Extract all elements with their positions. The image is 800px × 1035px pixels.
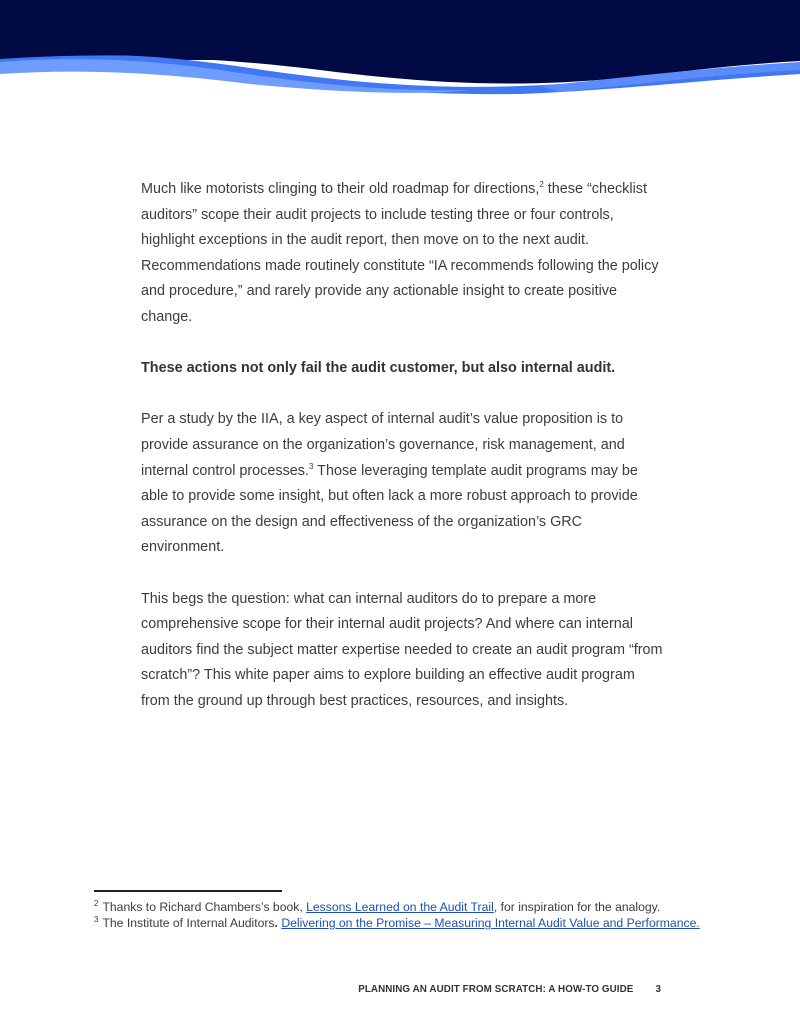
page-footer — [346, 984, 661, 995]
paragraph-4: This begs the question: what can internal auditors do to prepare a more comprehensive scope for their internal audit projects? And where can internal auditors find the subject matter expertise needed to create an audit program “from scratch”? This white paper aims to explore building an effective audit program from the ground up through best practices, resources, and insights. — [141, 590, 663, 709]
footnote-3 — [94, 915, 714, 931]
footnote-3-text: The Institute of Internal Auditors — [102, 916, 275, 931]
paragraph-1-text-a: Much like motorists clinging to their old roadmap for directions, — [141, 181, 540, 197]
footnote-2-text: Thanks to Richard Chambers’s book, — [102, 900, 307, 914]
footer-title: PLANNING AN AUDIT FROM SCRATCH: A HOW-TO GUIDE — [358, 984, 634, 995]
paragraph-1-text-b: these “checklist auditors” scope their audit projects to include testing three or four controls, highlight exceptions in the audit report, then move on to the next audit. Recommendations made routinely constitute “IA recommends following the policy and procedure,” and rarely provide any actionable insight to create positive change. — [141, 181, 659, 325]
page-number: 3 — [655, 984, 661, 995]
footnote-3-link[interactable]: Delivering on the Promise – Measuring Internal Audit Value and Performance. — [281, 916, 700, 931]
paragraph-3-text-a: Per a study by the IIA, a key aspect of internal audit’s value proposition is to provide assurance on the organization’s governance, risk management, and internal control processes. — [141, 411, 625, 479]
footnote-2-number: 2 — [94, 898, 99, 908]
footnote-2-link[interactable]: Lessons Learned on the Audit Trail — [306, 900, 494, 914]
paragraph-2-bold: These actions not only fail the audit customer, but also internal audit. — [141, 360, 616, 377]
paragraph-3-text-b: Those leveraging template audit programs may be able to provide some insight, but often lack a more robust approach to provide assurance on the design and effectiveness of the organization’s GRC environment. — [141, 462, 638, 556]
footnote-3-period: . — [274, 916, 282, 931]
paragraph-3 — [141, 407, 666, 561]
body-text — [141, 177, 666, 740]
footnote-3-number: 3 — [94, 915, 99, 925]
footnote-2 — [94, 899, 714, 915]
footnote-ref-2: 2 — [539, 180, 544, 190]
footnote-2-text-end: , for inspiration for the analogy. — [493, 900, 661, 914]
header-wave-banner — [0, 0, 800, 95]
footnote-divider — [94, 890, 282, 892]
footnotes — [94, 899, 714, 932]
footnote-ref-3: 3 — [308, 461, 314, 471]
paragraph-1 — [141, 177, 666, 331]
